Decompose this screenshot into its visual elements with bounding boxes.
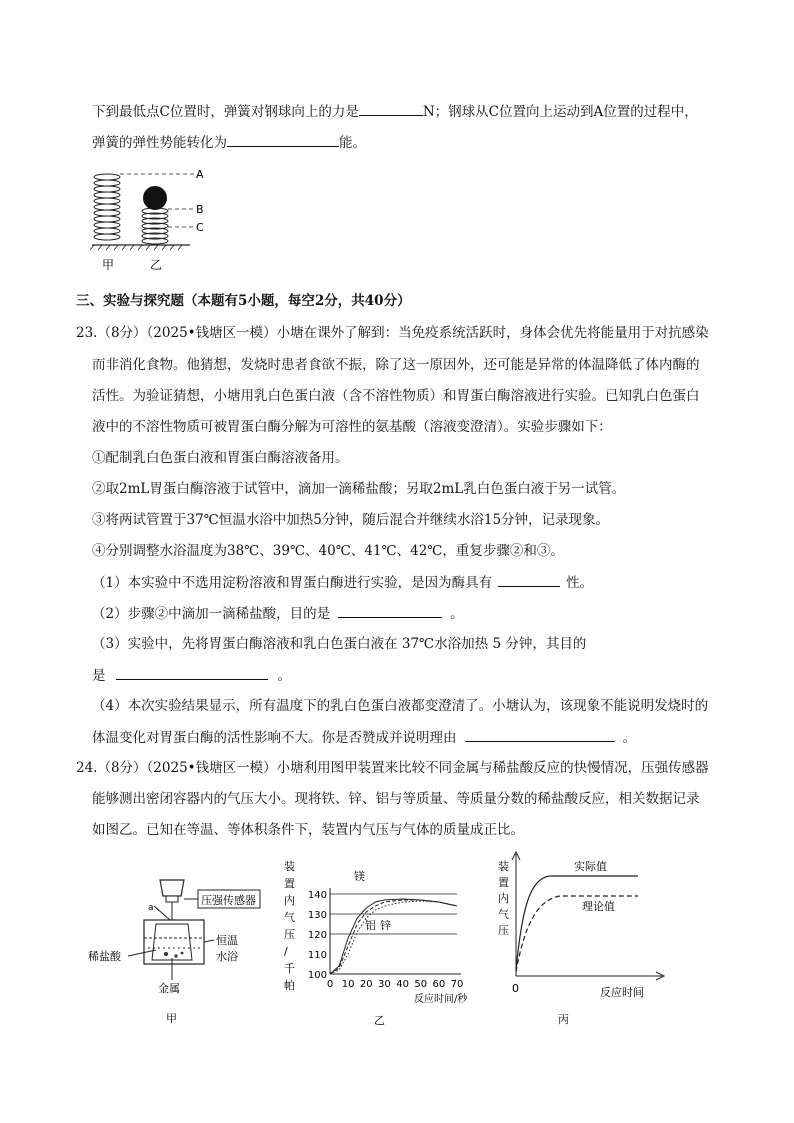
sub-text: （1）本实验中不选用淀粉溶液和胃蛋白酶进行实验，是因为酶具有 xyxy=(92,575,493,591)
q23-sub3-answer xyxy=(92,665,291,686)
bing-ylabel: 装 xyxy=(498,860,509,873)
sub-text: 。 xyxy=(622,730,636,746)
series-label: 铝 xyxy=(365,919,376,932)
chart-xtick: 30 xyxy=(378,979,391,990)
chart-xtick: 0 xyxy=(326,979,334,990)
q23-sub3: （3）实验中，先将胃蛋白酶溶液和乳白色蛋白液在 37℃水浴加热 5 分钟，其目的 xyxy=(92,636,587,652)
chart-yticks xyxy=(308,890,327,981)
theory-curve xyxy=(516,896,638,972)
chart-ytick: 110 xyxy=(307,950,327,961)
prev-question-line1 xyxy=(92,101,698,122)
chart-ylabel-char: 气 xyxy=(284,911,295,924)
actual-curve xyxy=(516,876,638,970)
q23-line2: 而非消化食物。他猜想，发烧时患者食欲不振，除了这一原因外，还可能是异常的体温降低了体内酶的 xyxy=(92,357,700,373)
prev-text: 下到最低点C位置时，弹簧对钢球向上的力是 xyxy=(92,104,359,120)
chart-xtick: 10 xyxy=(341,979,355,990)
q24-line3: 如图乙。已知在等温、等体积条件下，装置内气压与气体的质量成正比。 xyxy=(92,822,524,838)
chart-series xyxy=(330,899,457,974)
chart-ytick: 120 xyxy=(307,930,327,941)
chart-series-labels xyxy=(354,869,391,932)
q23-sub4-answer xyxy=(92,727,636,748)
chart-ylabel-char: 置 xyxy=(284,877,295,890)
chart-xtick: 20 xyxy=(359,979,373,990)
prev-text: 弹簧的弹性势能转化为 xyxy=(92,135,227,151)
sensor-label: 压强传感器 xyxy=(201,894,256,907)
answer-blank[interactable] xyxy=(359,101,423,116)
prev-text: 能。 xyxy=(339,135,366,151)
label-c: C xyxy=(196,221,204,234)
steel-ball xyxy=(143,186,167,210)
bing-ylabel: 内 xyxy=(498,892,509,905)
caption-yi: 乙 xyxy=(150,258,163,272)
answer-blank[interactable] xyxy=(116,665,268,680)
bath-label1: 恒温 xyxy=(216,934,238,947)
chart-ytick: 140 xyxy=(307,890,327,901)
sub-text: 体温变化对胃蛋白酶的活性影响不大。你是否赞成并说明理由 xyxy=(92,730,457,746)
q23-step1: ①配制乳白色蛋白液和胃蛋白酶溶液备用。 xyxy=(92,450,349,466)
chart-ylabel-char: 内 xyxy=(284,894,295,907)
label-a: A xyxy=(196,168,204,181)
chart-xtick: 40 xyxy=(396,979,409,990)
theory-actual-chart xyxy=(490,848,670,1028)
answer-blank[interactable] xyxy=(465,727,615,742)
q23-line4: 液中的不溶性物质可被胃蛋白酶分解为可溶性的氨基酸（溶液变澄清）。实验步骤如下： xyxy=(92,419,612,435)
sub-text: 性。 xyxy=(566,575,594,591)
origin-label: 0 xyxy=(512,982,519,995)
chart-ylabel-char: 装 xyxy=(284,860,295,873)
bath-label2: 水浴 xyxy=(216,950,238,963)
chart-xlabel: 反应时间/秒 xyxy=(414,994,468,1005)
chart-xtick: 60 xyxy=(432,979,446,990)
bing-xlabel: 反应时间 xyxy=(600,986,644,999)
series-line-镁 xyxy=(330,899,457,974)
chart-xtick: 50 xyxy=(414,979,428,990)
series-label: 镁 xyxy=(354,870,365,883)
q23-line1: 23.（8分）（2025•钱塘区一模）小塘在课外了解到：当免疫系统活跃时，身体会优先将能量用于对抗感染 xyxy=(76,325,709,341)
pressure-chart xyxy=(282,856,492,1028)
chart-ylabel-char: 压 xyxy=(284,928,295,941)
chart-xticks xyxy=(327,979,464,990)
q24-line1: 24.（8分）（2025•钱塘区一模）小塘利用图甲装置来比较不同金属与稀盐酸反应的快慢情况，压强传感器 xyxy=(76,760,709,776)
q23-step2: ②取2mL胃蛋白酶溶液于试管中，滴加一滴稀盐酸；另取2mL乳白色蛋白液于另一试管。 xyxy=(92,481,626,497)
theory-label: 理论值 xyxy=(582,900,615,913)
q23-step3: ③将两试管置于37℃恒温水浴中加热5分钟，随后混合并继续水浴15分钟，记录现象。 xyxy=(92,512,610,528)
q24-line2: 能够测出密闭容器内的气压大小。现将铁、锌、铝与等质量、等质量分数的稀盐酸反应，相关数据记录 xyxy=(92,791,700,807)
sub-text: 是 xyxy=(92,668,106,684)
actual-label: 实际值 xyxy=(574,860,607,873)
caption-jia: 甲 xyxy=(102,258,115,272)
series-label: 锌 xyxy=(380,919,391,932)
apparatus-figure xyxy=(86,868,286,1028)
answer-blank[interactable] xyxy=(338,603,442,618)
q23-step4: ④分别调整水浴温度为38℃、39℃、40℃、41℃、42℃，重复步骤②和③。 xyxy=(92,543,564,559)
q23-sub1 xyxy=(92,572,593,593)
bing-ylabel: 置 xyxy=(498,876,509,889)
caption-yi: 乙 xyxy=(374,1014,385,1027)
spring-figure xyxy=(90,165,220,275)
chart-ytick: 100 xyxy=(307,970,327,981)
q23-sub4: （4）本次实验结果显示，所有温度下的乳白色蛋白液都变澄清了。小塘认为，该现象不能说明发烧时的 xyxy=(92,698,709,714)
caption-jia: 甲 xyxy=(166,1012,177,1025)
prev-question-line2 xyxy=(92,132,366,153)
q23-line3: 活性。为验证猜想，小塘用乳白色蛋白液（含不溶性物质）和胃蛋白酶溶液进行实验。已知乳白色蛋白 xyxy=(92,388,700,404)
chart-ylabel-char: 帕 xyxy=(284,979,295,992)
bing-ylabel: 压 xyxy=(498,924,509,937)
acid-label: 稀盐酸 xyxy=(88,950,121,963)
chart-ylabel xyxy=(284,859,295,992)
sub-text: 。 xyxy=(450,606,464,622)
series-line-锌 xyxy=(330,901,457,974)
q23-sub2 xyxy=(92,603,464,624)
chart-ylabel-char: / xyxy=(284,945,288,958)
chart-xtick: 70 xyxy=(450,979,464,990)
chart-ylabel-char: 千 xyxy=(284,962,295,975)
label-a: a xyxy=(148,903,154,913)
sub-text: （2）步骤②中滴加一滴稀盐酸，目的是 xyxy=(92,606,331,622)
chart-ytick: 130 xyxy=(307,910,327,921)
answer-blank[interactable] xyxy=(227,132,339,147)
metal-label: 金属 xyxy=(158,982,180,995)
answer-blank[interactable] xyxy=(498,572,560,587)
sub-text: 。 xyxy=(277,668,291,684)
bing-ylabel: 气 xyxy=(498,908,509,921)
prev-text: N；钢球从C位置向上运动到A位置的过程中， xyxy=(422,104,698,120)
caption-bing: 丙 xyxy=(558,1013,569,1026)
section-heading: 三、实验与探究题（本题有5小题，每空2分，共40分） xyxy=(76,293,411,309)
label-b: B xyxy=(196,203,204,216)
